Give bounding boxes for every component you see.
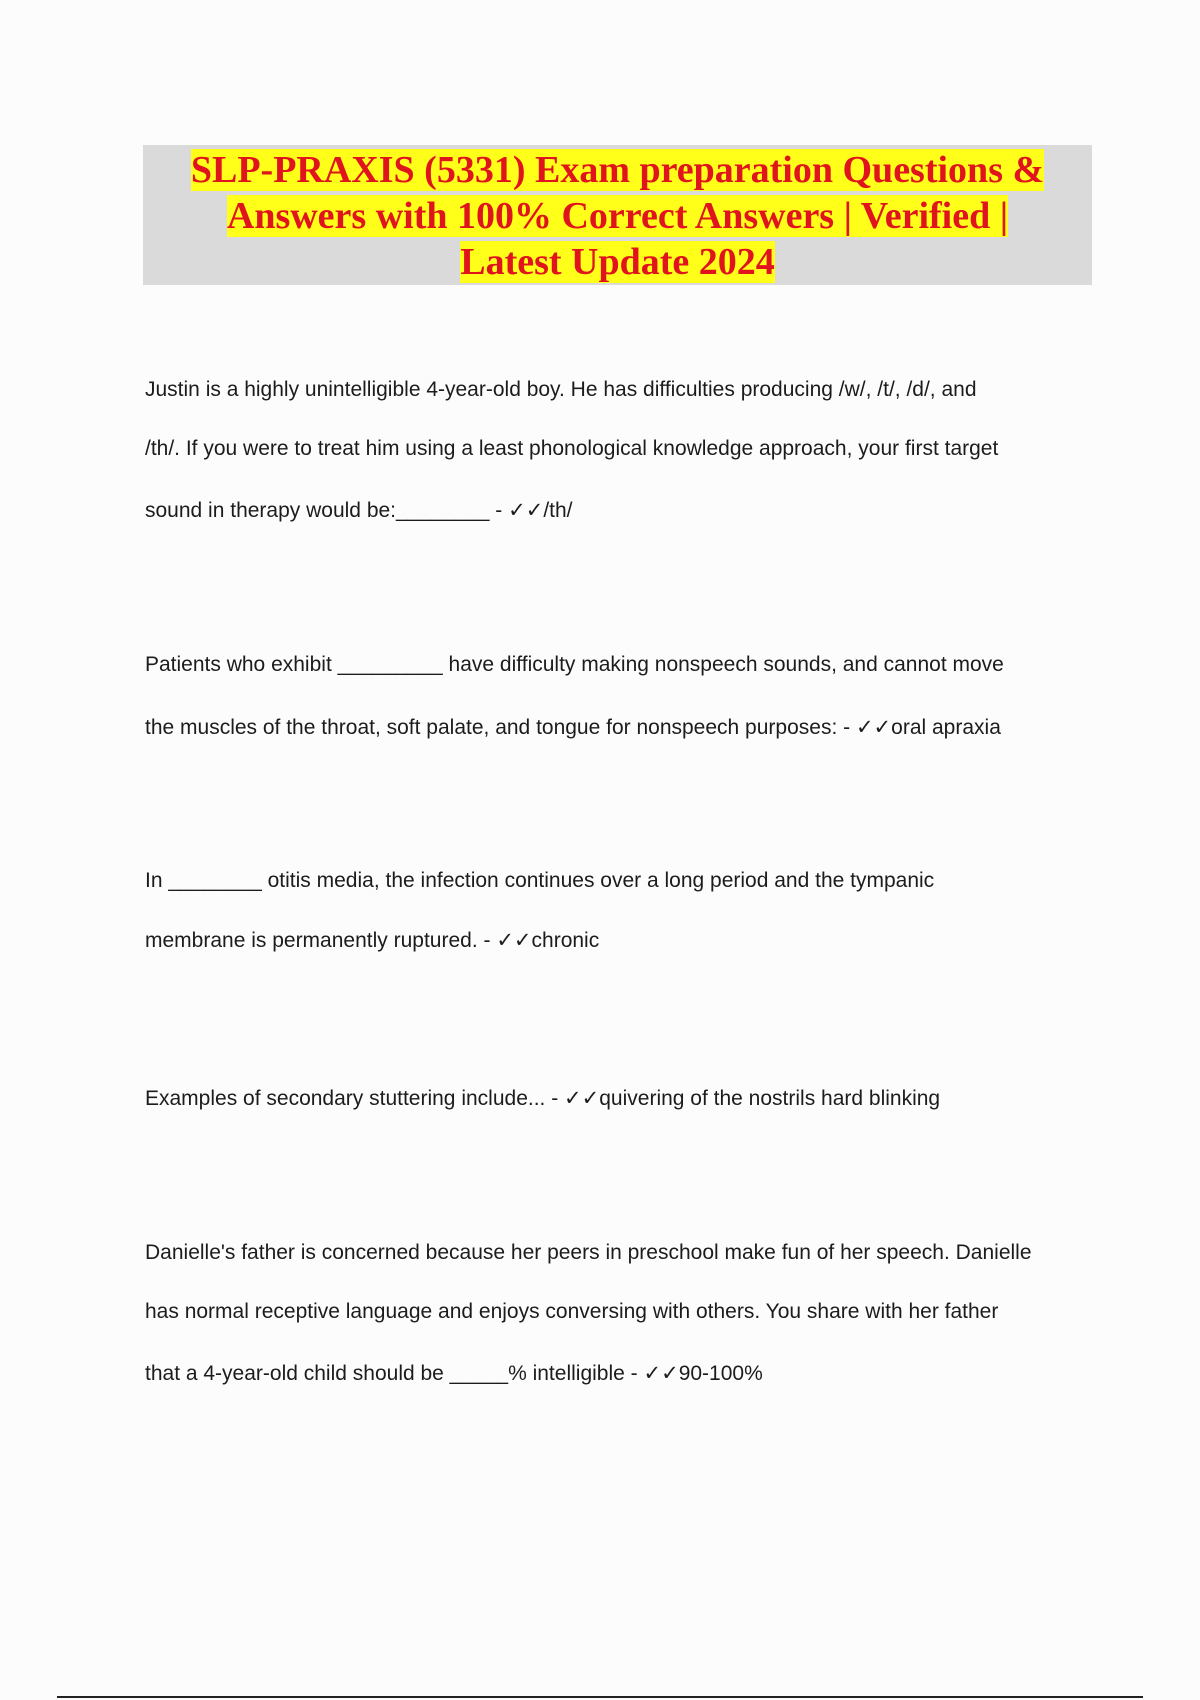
check-icon: ✓✓ [564,1087,600,1110]
question-answer-item [145,651,1095,742]
document-title [143,145,1092,285]
question-answer-item [145,867,1095,955]
question-answer-line [145,927,1095,955]
question-text: the muscles of the throat, soft palate, and tongue for nonspeech purposes: - [145,716,856,739]
question-answer-line [145,1085,1095,1113]
answer-text: quivering of the nostrils hard blinking [599,1087,941,1110]
check-icon: ✓✓ [496,929,532,952]
question-text: Justin is a highly unintelligible 4-year-old boy. He has difficulties producing /w/, /t/, /d/, and [145,378,977,401]
question-answer-line [145,714,1095,742]
title-line: SLP-PRAXIS (5331) Exam preparation Questions & [190,149,1045,191]
answer-text: oral apraxia [891,716,1001,739]
question-text: In ________ otitis media, the infection continues over a long period and the tympanic [145,869,935,892]
question-text: Patients who exhibit _________ have difficulty making nonspeech sounds, and cannot move [145,653,1004,676]
question-answer-item [145,376,1095,525]
answer-text: 90-100% [678,1362,763,1385]
question-text: sound in therapy would be:________ - [145,499,509,522]
answer-text: chronic [531,929,600,952]
question-text: /th/. If you were to treat him using a least phonological knowledge approach, your first target [145,437,999,460]
question-text: that a 4-year-old child should be _____% intelligible - [145,1362,644,1385]
question-text: membrane is permanently ruptured. - [145,929,497,952]
title-line: Latest Update 2024 [460,241,775,283]
footer-divider [57,1696,1143,1698]
check-icon: ✓✓ [508,499,544,522]
title-line: Answers with 100% Correct Answers | Verified | [226,195,1009,237]
question-answer-line [145,497,1095,525]
question-text: Examples of secondary stuttering include... - [145,1087,565,1110]
question-text: has normal receptive language and enjoys conversing with others. You share with her father [145,1300,999,1323]
check-icon: ✓✓ [643,1362,679,1385]
answer-text: /th/ [543,499,573,522]
check-icon: ✓✓ [855,716,892,739]
question-answer-item [145,1239,1095,1388]
question-answer-item [145,1085,1095,1113]
question-text: Danielle's father is concerned because her peers in preschool make fun of her speech. Danielle [145,1241,1032,1264]
question-answer-line [145,1360,1095,1388]
